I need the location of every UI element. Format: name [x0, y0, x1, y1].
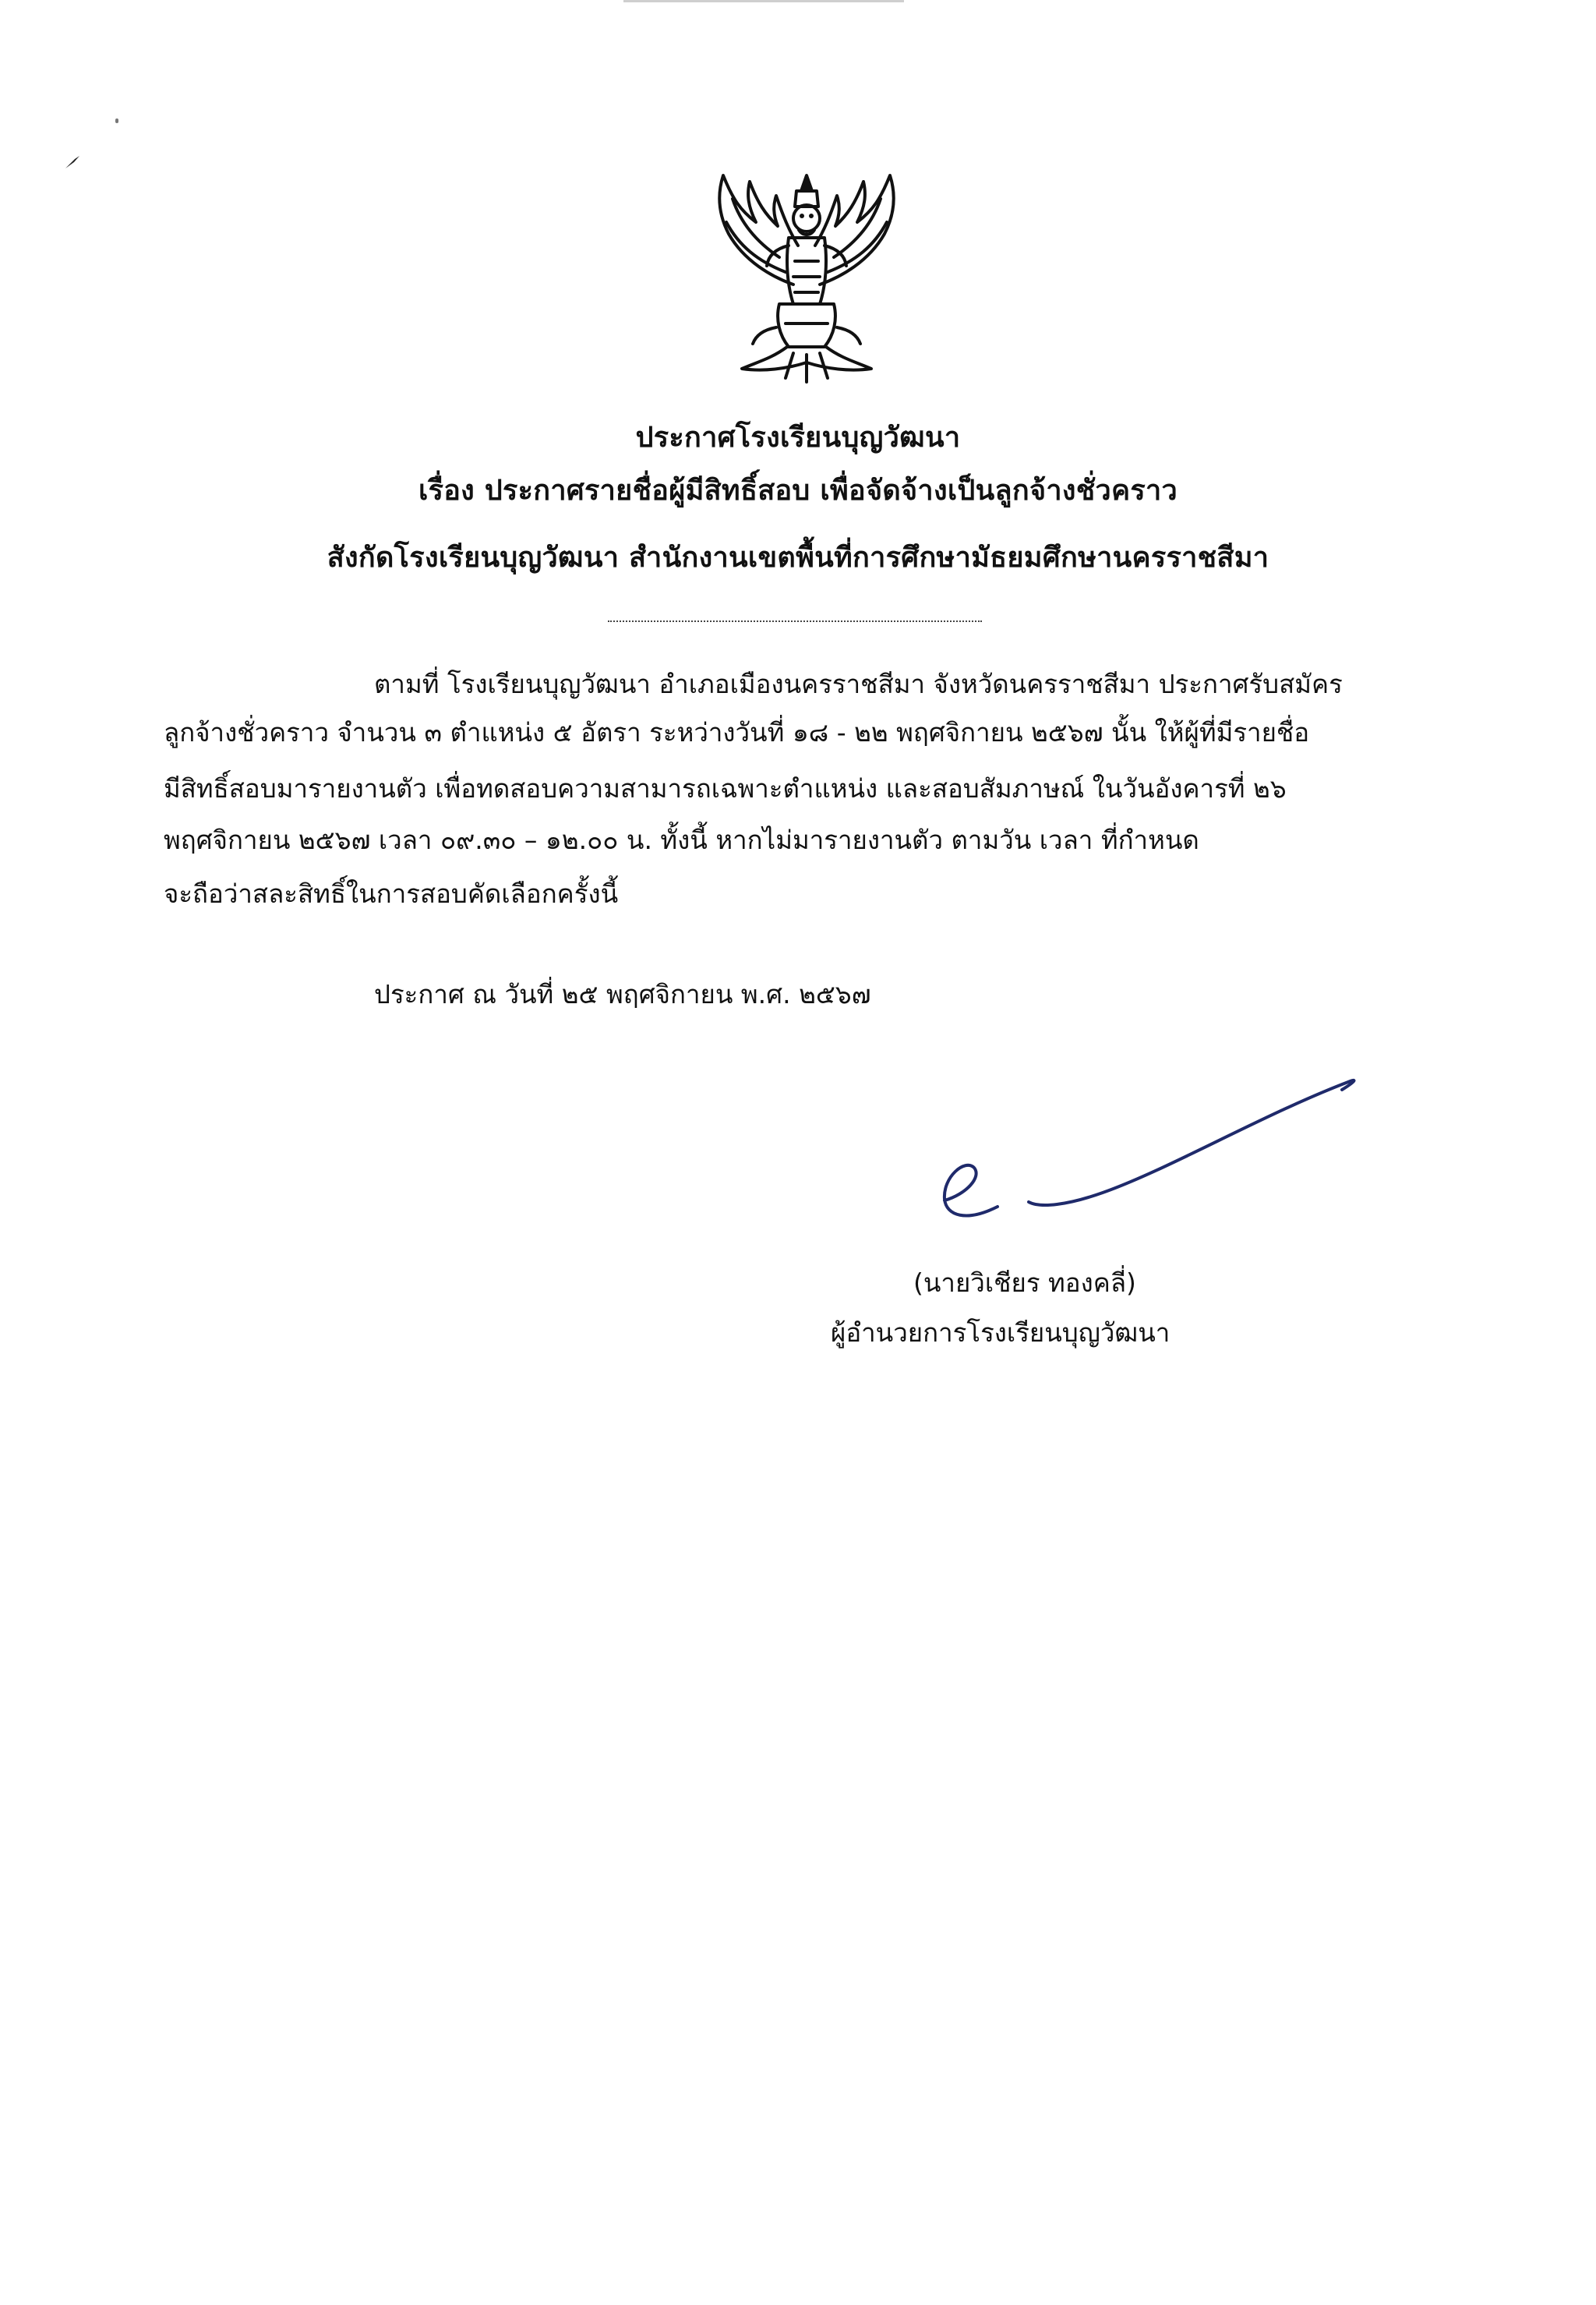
scan-edge-mark — [623, 0, 904, 2]
body-line: ลูกจ้างชั่วคราว จำนวน ๓ ตำแหน่ง ๕ อัตรา ระหว่างวันที่ ๑๘ - ๒๒ พฤศจิกายน ๒๕๖๗ นั้น ให้ผู้ที่มีรายชื่อ — [164, 717, 1310, 748]
announce-date: ประกาศ ณ วันที่ ๒๕ พฤศจิกายน พ.ศ. ๒๕๖๗ — [374, 979, 871, 1009]
signer-title: ผู้อำนวยการโรงเรียนบุญวัฒนา — [831, 1317, 1171, 1348]
body-line: จะถือว่าสละสิทธิ์ในการสอบคัดเลือกครั้งนี้ — [164, 879, 619, 909]
dust-speck — [115, 118, 118, 123]
body-line: มีสิทธิ์สอบมารายงานตัว เพื่อทดสอบความสามารถเฉพาะตำแหน่ง และสอบสัมภาษณ์ ในวันอังคารที่ ๒๖ — [164, 773, 1287, 804]
announcement-subject: เรื่อง ประกาศรายชื่อผู้มีสิทธิ์สอบ เพื่อจัดจ้างเป็นลูกจ้างชั่วคราว — [418, 475, 1178, 507]
ink-speck-icon — [64, 153, 83, 171]
garuda-emblem-icon — [701, 168, 912, 386]
handwritten-signature-icon — [935, 1021, 1372, 1239]
announcement-affiliation: สังกัดโรงเรียนบุญวัฒนา สำนักงานเขตพื้นที่การศึกษามัธยมศึกษานครราชสีมา — [327, 542, 1269, 574]
body-line: ตามที่ โรงเรียนบุญวัฒนา อำเภอเมืองนครราชสีมา จังหวัดนครราชสีมา ประกาศรับสมัคร — [374, 669, 1343, 699]
signer-name: (นายวิเชียร ทองคลี่) — [913, 1267, 1136, 1298]
dotted-divider — [608, 620, 982, 622]
body-line: พฤศจิกายน ๒๕๖๗ เวลา ๐๙.๓๐ – ๑๒.๐๐ น. ทั้งนี้ หากไม่มารายงานตัว ตามวัน เวลา ที่กำหนด — [164, 825, 1199, 855]
announcement-title: ประกาศโรงเรียนบุญวัฒนา — [635, 422, 961, 454]
